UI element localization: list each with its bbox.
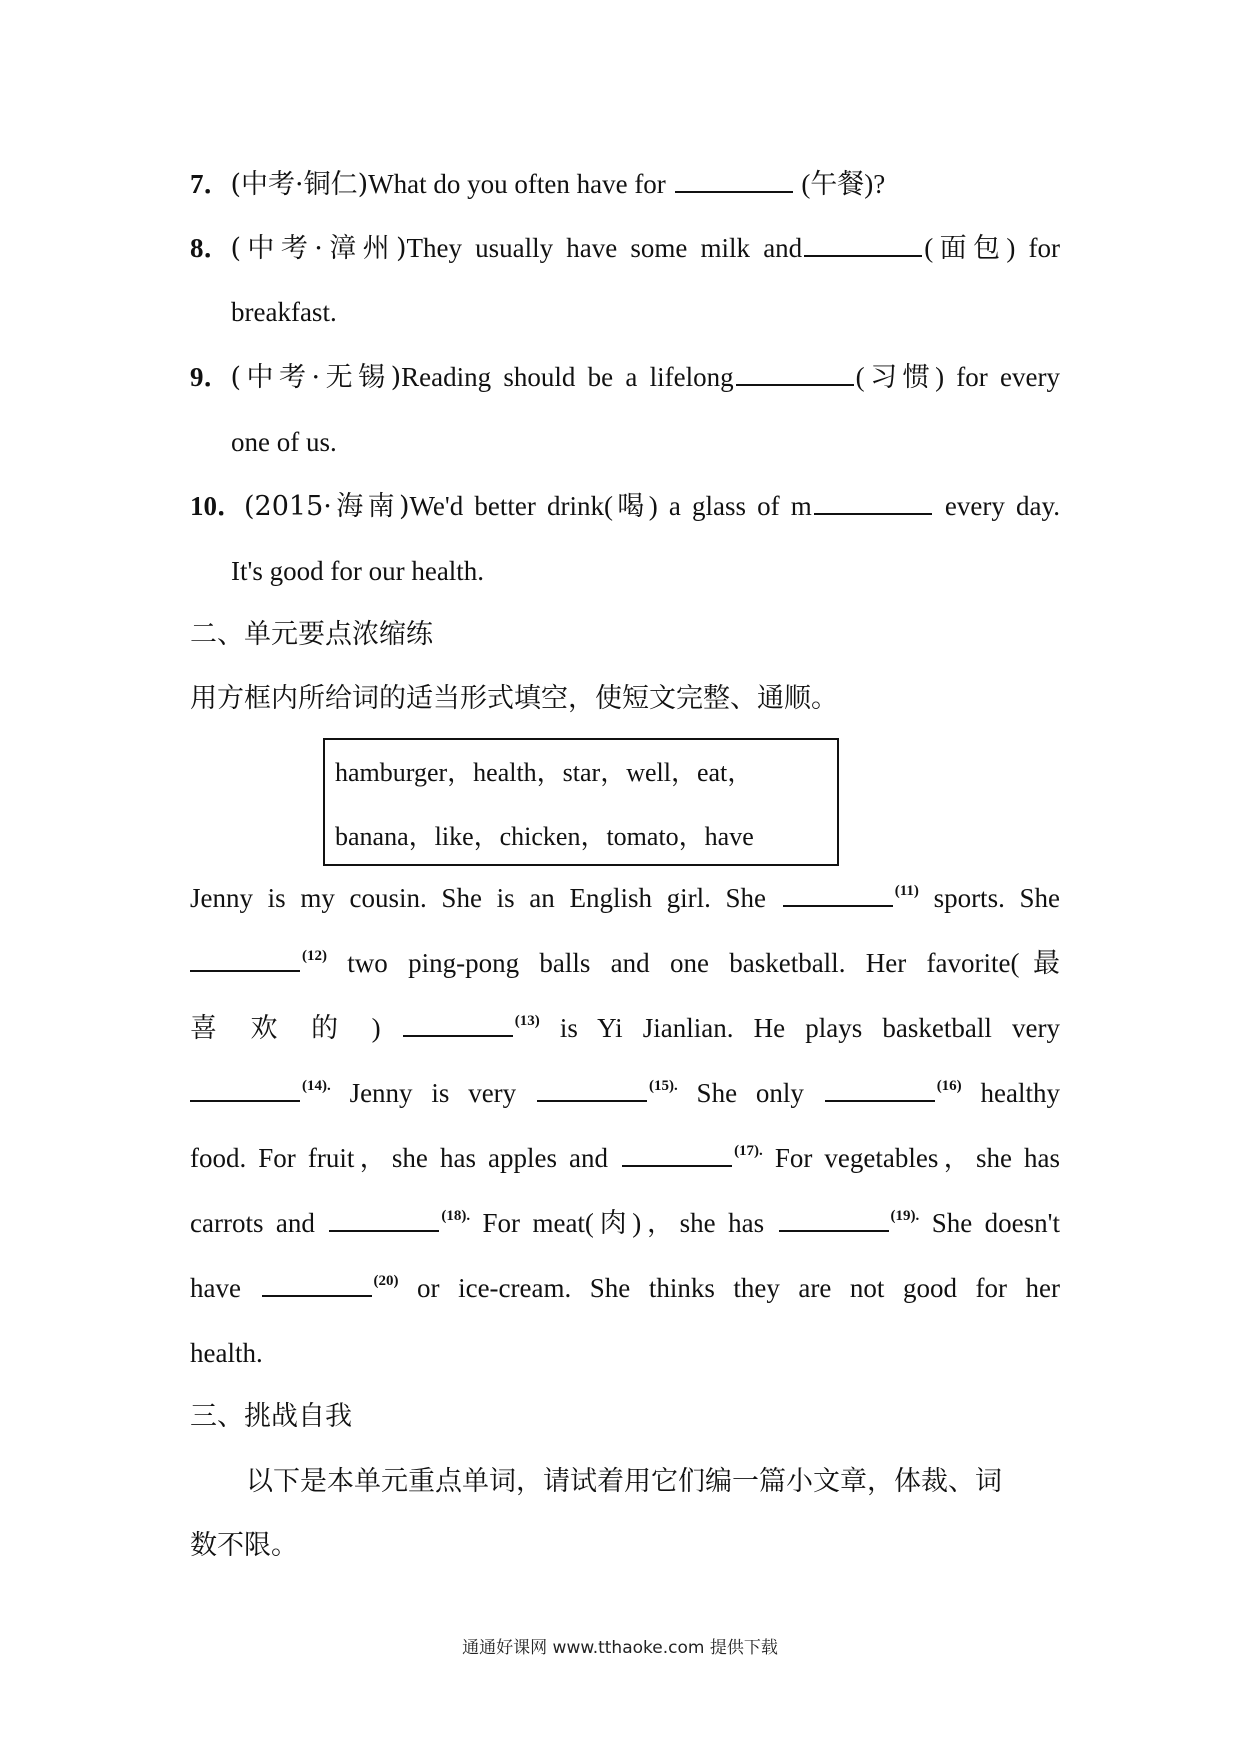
exercise-8 xyxy=(190,224,1060,272)
passage-text: two ping-pong balls and one basketball. Her favorite(最 xyxy=(327,948,1060,978)
exercise-7 xyxy=(190,160,885,208)
answer-blank[interactable] xyxy=(814,483,932,515)
exercise-9 xyxy=(190,353,1060,401)
section-3-text-line-1: 以下是本单元重点单词，请试着用它们编一篇小文章，体裁、词 xyxy=(246,1466,1002,1497)
exercise-text: one of us. xyxy=(231,427,337,457)
blank-number-11: (11) xyxy=(894,883,919,899)
passage-line-4 xyxy=(190,1069,1060,1117)
exercise-text: We'd better drink(喝) a glass of m xyxy=(409,491,812,521)
exercise-number: 9． xyxy=(190,362,231,392)
passage-text: have xyxy=(190,1273,260,1303)
exercise-8-continuation xyxy=(231,288,337,336)
passage-line-6 xyxy=(190,1199,1060,1247)
passage-text: Jenny is very xyxy=(330,1078,535,1108)
answer-blank-11[interactable] xyxy=(783,875,893,907)
passage-text: For vegetables，she has xyxy=(762,1143,1060,1173)
word-box-line-1: hamburger，health，star，well，eat， xyxy=(335,758,754,787)
section-2-instruction: 用方框内所给词的适当形式填空，使短文完整、通顺。 xyxy=(190,683,838,714)
blank-number-19: (19). xyxy=(890,1208,920,1224)
answer-blank-12[interactable] xyxy=(190,940,300,972)
passage-text: For meat(肉)，she has xyxy=(470,1208,777,1238)
passage-text: She only xyxy=(677,1078,823,1108)
section-3-heading: 三、挑战自我 xyxy=(190,1401,352,1432)
blank-number-12: (12) xyxy=(302,948,327,964)
exercise-source: (中考·铜仁) xyxy=(230,169,369,200)
exercise-text: It's good for our health. xyxy=(231,556,485,586)
exercise-number: 8． xyxy=(190,233,231,263)
answer-blank-13[interactable] xyxy=(403,1005,513,1037)
blank-number-14: (14). xyxy=(302,1078,331,1094)
answer-blank-18[interactable] xyxy=(329,1200,439,1232)
blank-number-17: (17). xyxy=(734,1143,763,1159)
exercise-text: What do you often have for xyxy=(368,169,673,199)
answer-blank[interactable] xyxy=(804,225,922,257)
passage-text: food. For fruit，she has apples and xyxy=(190,1143,621,1173)
exercise-number: 10． xyxy=(190,491,244,521)
passage-line-5 xyxy=(190,1134,1060,1182)
exercise-hint: every day. xyxy=(933,491,1060,521)
passage-text: carrots and xyxy=(190,1208,328,1238)
word-box xyxy=(323,738,839,866)
exercise-number: 7． xyxy=(190,169,231,199)
answer-blank-17[interactable] xyxy=(622,1135,732,1167)
exercise-text: They usually have some milk and xyxy=(406,233,803,263)
passage-line-2 xyxy=(190,939,1060,987)
blank-number-16: (16) xyxy=(936,1078,962,1094)
passage-line-7 xyxy=(190,1264,1060,1312)
exercise-10-continuation xyxy=(231,547,484,595)
section-2-heading: 二、单元要点浓缩练 xyxy=(190,619,433,650)
answer-blank-14[interactable] xyxy=(190,1070,300,1102)
exercise-source: (中考·无锡) xyxy=(230,362,402,393)
footer-source: 通通好课网 www.tthaoke.com 提供下载 xyxy=(462,1638,778,1658)
exercise-text: breakfast. xyxy=(231,297,337,327)
exercise-9-continuation xyxy=(231,418,337,466)
passage-line-3 xyxy=(190,1004,1060,1052)
word-box-line-2: banana，like，chicken，tomato，have xyxy=(335,822,754,851)
exercise-10 xyxy=(190,482,1060,530)
passage-text: Jenny is my cousin. She is an English girl. She xyxy=(190,883,781,913)
passage-line-8: health. xyxy=(190,1338,263,1368)
exercise-hint: (习惯) for every xyxy=(855,362,1060,392)
blank-number-20: (20) xyxy=(373,1273,399,1289)
passage-line-1 xyxy=(190,874,1060,922)
answer-blank[interactable] xyxy=(675,161,793,193)
blank-number-18: (18). xyxy=(441,1208,471,1224)
answer-blank-19[interactable] xyxy=(779,1200,889,1232)
blank-number-13: (13) xyxy=(514,1013,540,1029)
answer-blank-20[interactable] xyxy=(262,1265,372,1297)
exercise-text: Reading should be a lifelong xyxy=(401,362,734,392)
passage-text: sports. She xyxy=(918,883,1060,913)
passage-text: She doesn't xyxy=(919,1208,1060,1238)
exercise-hint: (午餐)? xyxy=(794,169,886,199)
passage-text: or ice-cream. She thinks they are not good for her xyxy=(398,1273,1061,1303)
section-3-text-line-2: 数不限。 xyxy=(190,1530,298,1561)
passage-text: is Yi Jianlian. He plays basketball very xyxy=(539,1013,1060,1043)
answer-blank-15[interactable] xyxy=(537,1070,647,1102)
answer-blank[interactable] xyxy=(736,354,854,386)
exercise-source: (中考·漳州) xyxy=(230,233,407,264)
exercise-source: (2015·海南) xyxy=(244,491,410,522)
passage-text: healthy xyxy=(961,1078,1060,1108)
exercise-hint: (面包) for xyxy=(924,233,1060,263)
blank-number-15: (15). xyxy=(648,1078,678,1094)
passage-text: 喜 欢 的 ) xyxy=(190,1013,401,1043)
answer-blank-16[interactable] xyxy=(825,1070,935,1102)
